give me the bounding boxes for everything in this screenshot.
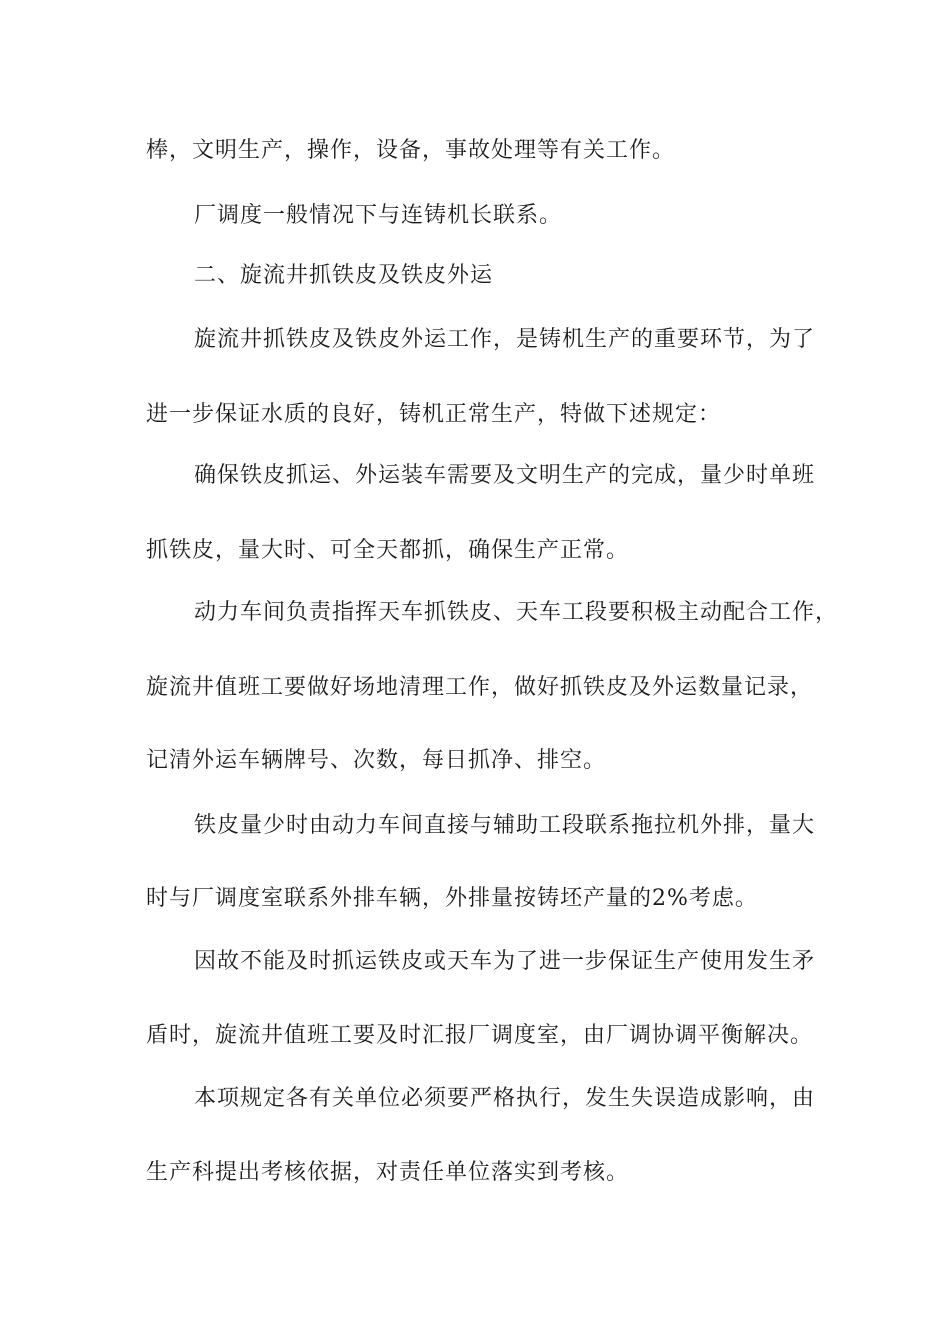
text-line: 动力车间负责指挥天车抓铁皮、天车工段要积极主动配合工作， (194, 600, 839, 625)
text-line: 旋流井抓铁皮及铁皮外运工作，是铸机生产的重要环节，为了 (194, 327, 816, 352)
text-line: 本项规定各有关单位必须要严格执行，发生失误造成影响，由 (194, 1086, 816, 1111)
text-line: 因故不能及时抓运铁皮或天车为了进一步保证生产使用发生矛 (194, 949, 816, 974)
text-line: 盾时，旋流井值班工要及时汇报厂调度室，由厂调协调平衡解决。 (146, 1023, 814, 1048)
section-heading: 二、旋流井抓铁皮及铁皮外运 (194, 263, 494, 288)
text-line: 厂调度一般情况下与连铸机长联系。 (194, 203, 563, 228)
text-line: 棒，文明生产，操作，设备，事故处理等有关工作。 (146, 138, 676, 163)
text-line: 旋流井值班工要做好场地清理工作，做好抓铁皮及外运数量记录， (146, 675, 814, 700)
text-line: 记清外运车辆牌号、次数，每日抓净、排空。 (146, 748, 607, 773)
text-line: 确保铁皮抓运、外运装车需要及文明生产的完成，量少时单班 (194, 463, 816, 488)
text-line: 铁皮量少时由动力车间直接与辅助工段联系拖拉机外排，量大 (194, 813, 816, 838)
text-line: 时与厂调度室联系外排车辆，外排量按铸坯产量的2%考虑。 (146, 886, 758, 911)
text-line: 生产科提出考核依据，对责任单位落实到考核。 (146, 1160, 630, 1185)
text-line: 进一步保证水质的良好，铸机正常生产，特做下述规定： (146, 402, 722, 427)
text-line: 抓铁皮，量大时、可全天都抓，确保生产正常。 (146, 538, 630, 563)
